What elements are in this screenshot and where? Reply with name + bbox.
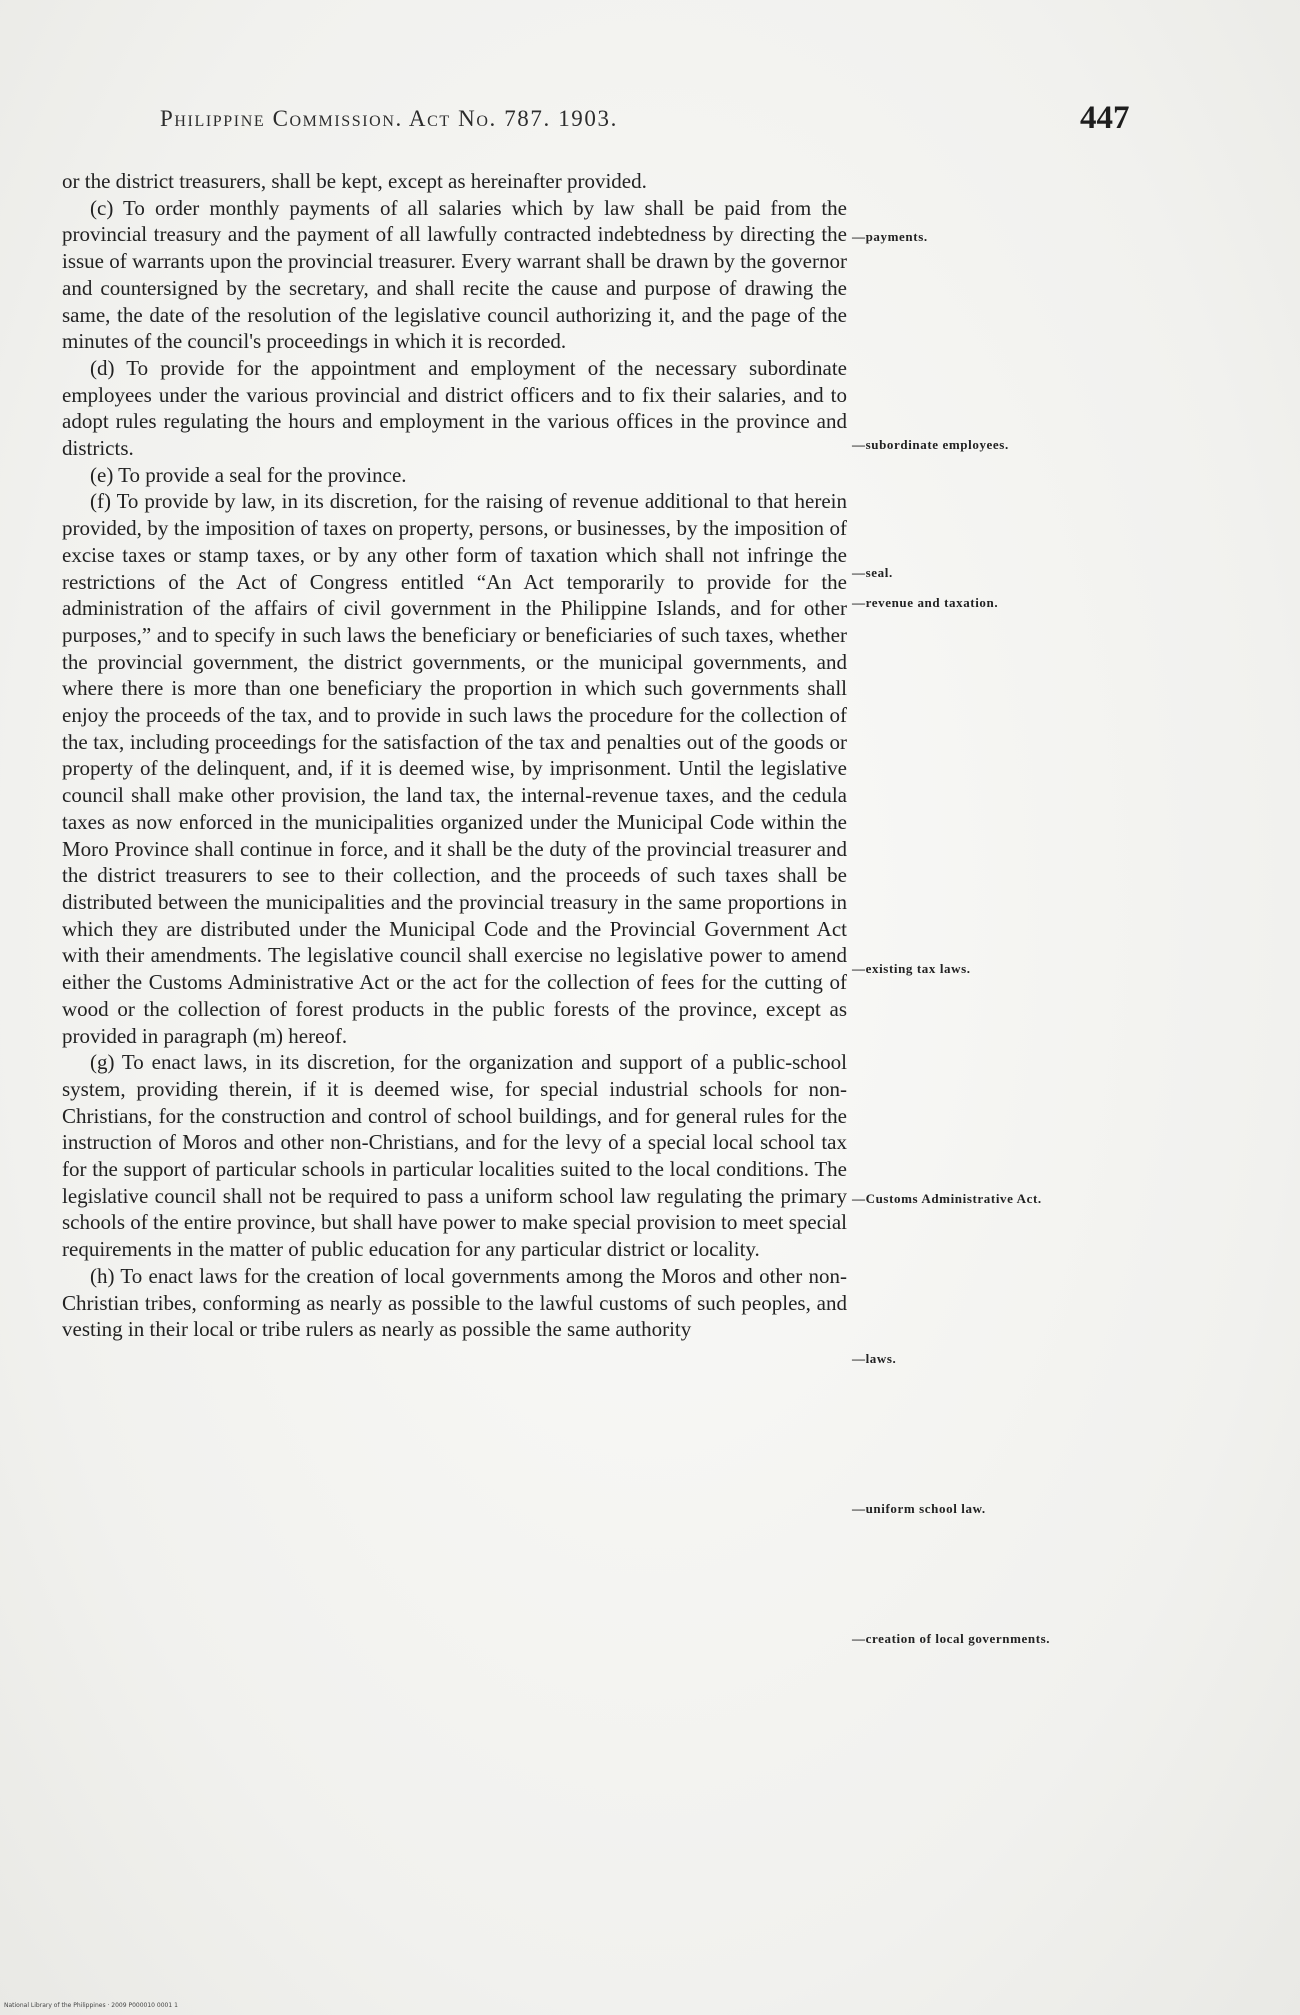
margin-note-customs-administrative-act: —Customs Administrative Act.: [852, 1191, 1042, 1206]
paragraph-h: (h) To enact laws for the creation of local governments among the Moros and other non-Christian tribes, conforming as nearly as possible to the lawful customs of such peoples, and vesting in their local or tribe rulers as nearly as possible the same authority: [62, 1263, 847, 1342]
margin-note-existing-tax-laws: —existing tax laws.: [852, 961, 971, 976]
margin-note-uniform-school-law: —uniform school law.: [852, 1501, 986, 1516]
margin-note-seal: —seal.: [852, 565, 893, 580]
margin-note-revenue-and-taxation: —revenue and taxation.: [852, 595, 999, 610]
page-number: 447: [1080, 100, 1130, 136]
paragraph-continuation: or the district treasurers, shall be kept, except as hereinafter provided.: [62, 169, 647, 193]
margin-note-laws: —laws.: [852, 1351, 897, 1366]
paragraph-f: (f) To provide by law, in its discretion, for the raising of revenue additional to that herein provided, by the imposition of taxes on property, persons, or businesses, by the imposition of excise taxes or stamp taxes, or by any other form of taxation which shall not infringe the restrictions of the Act of Congress entitled “An Act temporarily to provide for the administration of the affairs of civil government in the Philippine Islands, and for other purposes,” and to specify in such laws the beneficiary or beneficiaries of such taxes, whether the provincial government, the district governments, or the municipal governments, and where there is more than one beneficiary the proportion in which such governments shall enjoy the proceeds of the tax, and to provide in such laws the procedure for the collection of the tax, including proceedings for the satisfaction of the tax and penalties out of the goods or property of the delinquent, and, if it is deemed wise, by imprisonment. Until the legislative council shall make other provision, the land tax, the internal-revenue taxes, and the cedula taxes as now enforced in the municipalities organized under the Municipal Code within the Moro Province shall continue in force, and it shall be the duty of the provincial treasurer and the district treasurers to see to their collection, and the proceeds of such taxes shall be distributed between the municipalities and the provincial treasury in the same proportions in which they are distributed under the Municipal Code and the Provincial Government Act with their amendments. The legislative council shall exercise no legislative power to amend either the Customs Administrative Act or the act for the collection of fees for the cutting of wood or the collection of forest products in the public forests of the province, except as provided in paragraph (m) hereof.: [62, 489, 847, 1048]
margin-note-payments: —payments.: [852, 229, 928, 244]
running-head: Philippine Commission. Act No. 787. 1903.: [160, 106, 618, 131]
paragraph-d: (d) To provide for the appointment and employment of the necessary subordinate employees under the various provincial and district officers and to fix their salaries, and to adopt rules regulating the hours and employment in the various offices in the province and districts.: [62, 355, 847, 461]
margin-note-creation-of-local-governments: —creation of local governments.: [852, 1631, 1051, 1646]
paragraph-g: (g) To enact laws, in its discretion, for the organization and support of a public-school system, providing therein, if it is deemed wise, for special industrial schools for non-Christians, for the construction and control of school buildings, and for general rules for the instruction of Moros and other non-Christians, and for the levy of a special local school tax for the support of particular schools in particular localities suited to the local conditions. The legislative council shall not be required to pass a uniform school law regulating the primary schools of the entire province, but shall have power to make special provision to meet special requirements in the matter of public education for any particular district or locality.: [62, 1050, 847, 1262]
margin-note-subordinate-employees: —subordinate employees.: [852, 437, 1009, 452]
paragraph-c: (c) To order monthly payments of all salaries which by law shall be paid from the provincial treasury and the payment of all lawfully contracted indebtedness by directing the issue of warrants upon the provincial treasurer. Every warrant shall be drawn by the governor and countersigned by the secretary, and shall recite the cause and purpose of drawing the same, the date of the resolution of the legislative council authorizing it, and the page of the minutes of the council's proceedings in which it is recorded.: [62, 195, 847, 354]
body-text: [62, 168, 847, 1343]
scan-footer: National Library of the Philippines · 2009 P000010 0001 1: [4, 2002, 178, 2009]
paragraph-e: (e) To provide a seal for the province.: [90, 462, 407, 487]
